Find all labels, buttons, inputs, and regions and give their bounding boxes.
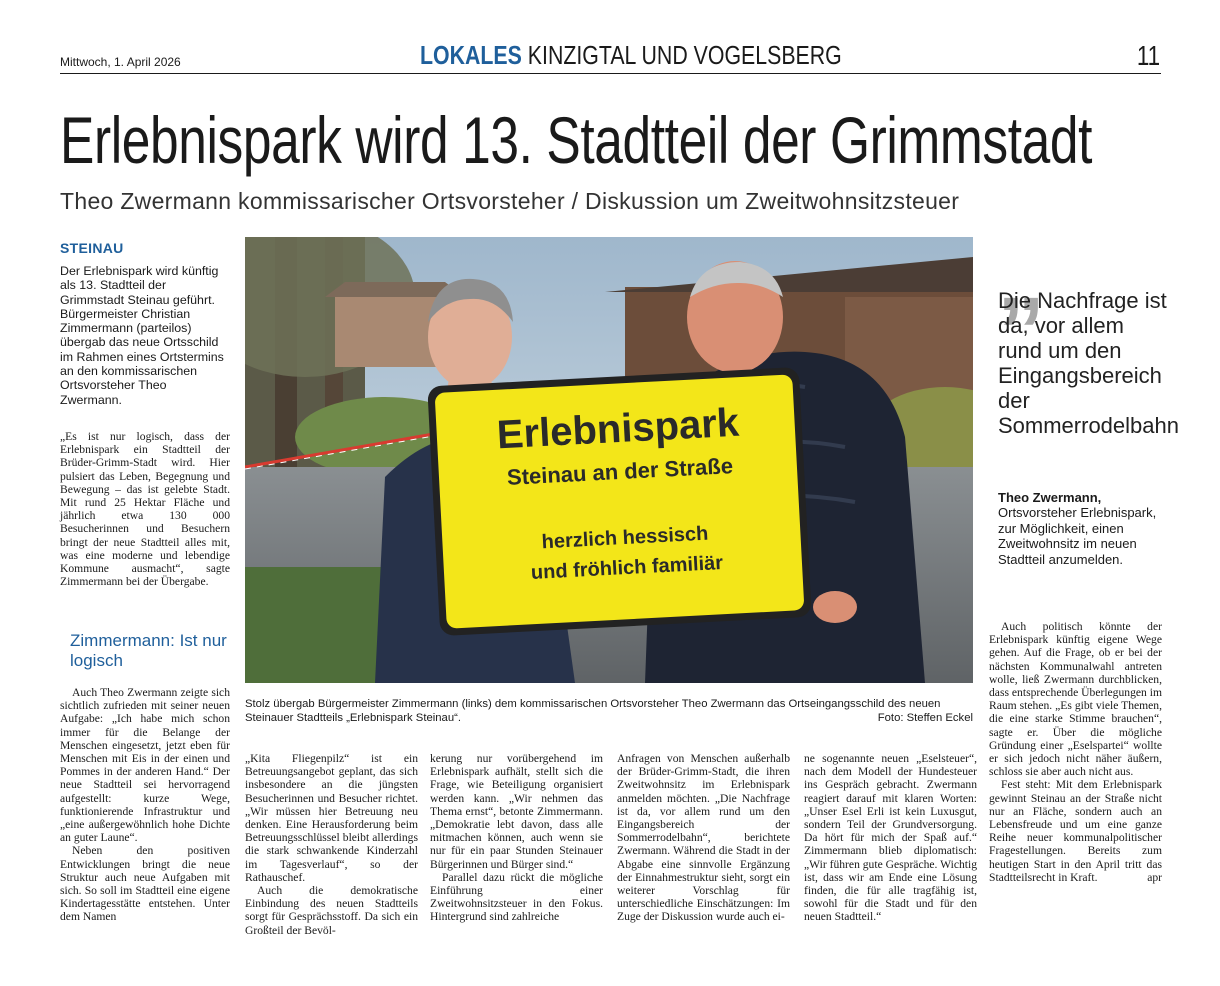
photo-caption <box>245 698 973 725</box>
paragraph-text: Fest steht: Mit dem Erlebnispark gewinnt Steinau an der Straße nicht nur an Fläche, sondern auch an Lebensfreude und um eine ganze Reihe neuer kommunalpolitischer Fragestellungen. Bereits zum heutigen Start in den April tritt das Stadtteilsrecht in Kraft. <box>989 778 1162 884</box>
pullquote-role: Ortsvorsteher Erlebnispark, zur Möglichkeit, einen Zweitwohnsitz im neuen Stadtteil anzumelden. <box>998 505 1157 567</box>
body-column-left-bottom <box>60 686 230 924</box>
lead-paragraph: Der Erlebnispark wird künftig als 13. Stadtteil der Grimmstadt Steinau geführt. Bürgermeister Christian Zimmermann (parteilos) übergab das neue Ortsschild im Rahmen eines Ortstermins an den kommissarischen Ortsvorsteher Theo Zwermann. <box>60 264 224 407</box>
section-name: LOKALES <box>420 40 522 70</box>
paragraph: Parallel dazu rückt die mögliche Einführung einer Zweitwohnsitzsteuer in den Fokus. Hintergrund sind zahlreiche <box>430 870 603 924</box>
sign-title: Erlebnispark <box>495 400 741 458</box>
subheadline: Theo Zwermann kommissarischer Ortsvorsteher / Diskussion um Zweitwohnsitzsteuer <box>60 188 960 214</box>
paragraph: „Es ist nur logisch, dass der Erlebnispark ein Stadtteil der Brüder-Grimm-Stadt wird. Hier pulsiert das Leben, Begegnung und Bewegung – das ist gelebte Stadt. Mit rund 25 Hektar Fläche und jährlich etwa 130 000 Besucherinnen und Besuchern bringt der neue Stadtteil alles mit, was eine moderne und lebendige Kommune ausmacht“, sagte Zimmermann bei der Übergabe. <box>60 430 230 589</box>
sign-slogan-1: herzlich hessisch <box>541 522 709 554</box>
dateline: STEINAU <box>60 240 124 256</box>
body-column-4 <box>617 752 790 924</box>
quote-mark-icon: „ <box>997 224 1045 331</box>
pullquote-name: Theo Zwermann, <box>998 490 1102 505</box>
paragraph: ne sogenannte neuen „Eselsteuer“, nach dem Modell der Hundesteuer ins Gespräch gebracht. Zwermann reagiert darauf mit klaren Worten: „Unser Esel Erli ist kein Luxusgut, sondern Teil der Grundversorgung. Da hört für mich der Spaß auf.“ Zimmermann blieb diplomatisch: „Wir führen gute Gespräche. Wichtig ist, dass wir am Ende eine Lösung finden, die für alle tragfähig ist, sowohl für die Stadt und für den neuen Stadtteil.“ <box>804 752 978 924</box>
paragraph: Neben den positiven Entwicklungen bringt die neue Struktur auch neue Aufgaben mit sich. So soll im Stadtteil eine eigene Kindertagesstätte entstehen. Unter dem Namen <box>60 844 230 924</box>
body-column-3 <box>430 752 603 924</box>
sign-slogan-2: und fröhlich familiär <box>530 551 724 585</box>
body-column-2 <box>245 752 418 937</box>
article-photo <box>245 237 973 683</box>
paragraph: „Kita Fliegenpilz“ ist ein Betreuungsangebot geplant, das sich insbesondere an die jüngsten Besucherinnen und Besucher richtet. „Wir müssen hier Betreuung neu denken. Eine Herausforderung beim Betreuungsschlüssel bleibt allerdings die stark schwankende Kinderzahl im Tagesverlauf“, so der Rathauschef. <box>245 752 418 884</box>
header-rule <box>60 73 1161 74</box>
paragraph <box>989 778 1162 884</box>
issue-date: Mittwoch, 1. April 2026 <box>60 55 181 69</box>
author-initials: apr <box>1147 870 1162 884</box>
section-region: KINZIGTAL UND VOGELSBERG <box>527 40 842 70</box>
sign-subtitle: Steinau an der Straße <box>506 453 734 490</box>
caption-text: Stolz übergab Bürgermeister Zimmermann (links) dem kommissarischen Ortsvorsteher Theo Zwermann das Ortseingangsschild des neuen Steinauer Stadtteils „Erlebnispark Steinau“. <box>245 698 941 724</box>
pullquote-attribution <box>998 490 1168 567</box>
body-column-5 <box>804 752 977 924</box>
page-number: 11 <box>1136 40 1160 71</box>
photo-credit: Foto: Steffen Eckel <box>877 711 973 724</box>
paragraph: Auch Theo Zwermann zeigte sich sichtlich zufrieden mit seiner neuen Aufgabe: „Ich habe mich schon immer für die Belange der Menschen eingesetzt, jetzt eben für Menschen mit Eis in der einen und Pommes in der anderen Hand.“ Der neue Stadtteil sei hervorragend aufgestellt: kurze Wege, funktionierende Infrastruktur und „eine außergewöhnlich hohe Dichte an guter Laune“. <box>60 686 230 845</box>
paragraph: Auch politisch könnte der Erlebnispark künftig eigene Wege gehen. Auf die Frage, ob er bei der nächsten Kommunalwahl antreten wolle, ließ Zwermann durchblicken, dass entsprechende Überlegungen im Raum stehen. „Es gibt viele Themen, die eine starke Stimme brauchen“, sagte er. Über die mögliche Gründung einer „Eselspartei“ wollte er sich jedoch nicht näher äußern, schloss sie aber auch nicht aus. <box>989 620 1162 779</box>
section-header <box>420 40 842 71</box>
headline: Erlebnispark wird 13. Stadtteil der Grimmstadt <box>60 103 1093 177</box>
paragraph: Anfragen von Menschen außerhalb der Brüder-Grimm-Stadt, die ihren Zweitwohnsitz im Erlebnispark anmelden möchten. „Die Nachfrage ist da, vor allem rund um den Eingangsbereich der Sommerrodelbahn“, berichtete Zwermann. Während die Stadt in der Abgabe eine sinnvolle Ergänzung der Einnahmestruktur sieht, sorgt ein weiterer Vorschlag für unterschiedliche Einschätzungen: Im Zuge der Diskussion wurde auch ei- <box>617 752 790 924</box>
body-column-left-top <box>60 430 230 588</box>
paragraph: Auch die demokratische Einbindung des neuen Stadtteils sorgt für Gesprächsstoff. Da sich ein Großteil der Bevöl- <box>245 884 418 937</box>
crosshead: Zimmermann: Ist nur logisch <box>70 631 227 670</box>
paragraph: kerung nur vorübergehend im Erlebnispark aufhält, stellt sich die Frage, wie Beteiligung organisiert werden kann. „Wir nehmen das Thema ernst“, betonte Zimmermann. „Demokratie lebt davon, dass alle mitmachen können, auch wenn sie nur für ein paar Stunden Steinauer Bürgerinnen und Bürger sind.“ <box>430 752 603 871</box>
pullquote-text: Die Nachfrage ist da, vor allem rund um den Eingangsbereich der Sommerrodelbahn <box>998 288 1179 438</box>
body-column-right <box>989 620 1162 884</box>
